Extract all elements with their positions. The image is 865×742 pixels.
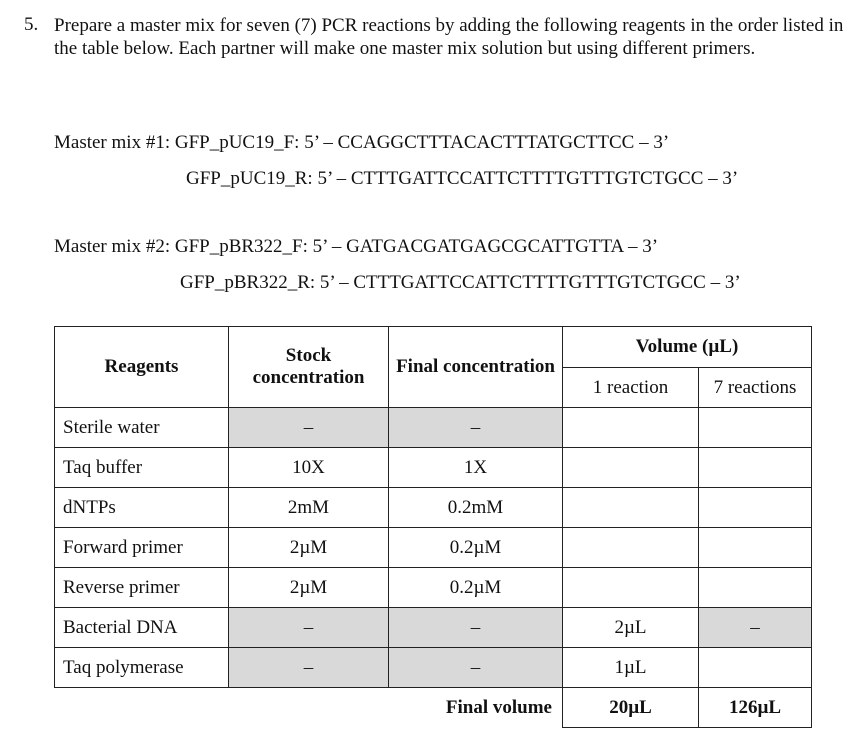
- volume-7-cell[interactable]: [699, 448, 812, 488]
- volume-1-cell[interactable]: [563, 448, 699, 488]
- final-volume-label: Final volume: [445, 696, 552, 718]
- volume-1-cell[interactable]: [563, 408, 699, 448]
- final-volume-7: 126µL: [699, 688, 812, 728]
- header-reagents: Reagents: [55, 327, 229, 408]
- reagent-name: Taq polymerase: [55, 648, 229, 688]
- stock-cell: 2µM: [229, 528, 389, 568]
- volume-7-cell[interactable]: [699, 408, 812, 448]
- header-final-concentration: Final concentration: [389, 327, 563, 408]
- question-number: 5.: [24, 14, 39, 35]
- volume-1-cell: 1µL: [563, 648, 699, 688]
- reagent-name: dNTPs: [55, 488, 229, 528]
- volume-1-cell[interactable]: [563, 568, 699, 608]
- master-mix-2-forward-line: [54, 236, 658, 258]
- master-mix-1-forward-line: [54, 132, 669, 154]
- table-row: [55, 488, 812, 528]
- table-row: [55, 568, 812, 608]
- table-row: [55, 408, 812, 448]
- volume-7-cell[interactable]: [699, 528, 812, 568]
- question-text: Prepare a master mix for seven (7) PCR reactions by adding the following reagents in the order listed in the table below. Each partner will make one master mix solution but using different primers.: [54, 15, 844, 59]
- final-cell: 0.2µM: [389, 568, 563, 608]
- footer-spacer: [229, 688, 389, 728]
- final-cell: –: [389, 408, 563, 448]
- master-mix-1-label: Master mix #1:: [54, 132, 171, 153]
- final-volume-1: 20µL: [563, 688, 699, 728]
- header-1-reaction: 1 reaction: [563, 368, 699, 408]
- table-row: [55, 648, 812, 688]
- volume-1-cell[interactable]: [563, 488, 699, 528]
- final-cell: –: [389, 648, 563, 688]
- final-cell: –: [389, 608, 563, 648]
- master-mix-2-forward-primer: GFP_pBR322_F: 5’ – GATGACGATGAGCGCATTGTTA – 3’: [174, 236, 659, 257]
- stock-cell: 2µM: [229, 568, 389, 608]
- header-7-reactions: 7 reactions: [699, 368, 812, 408]
- master-mix-2-label: Master mix #2:: [54, 236, 171, 257]
- table-row: [55, 528, 812, 568]
- reagent-name: Taq buffer: [55, 448, 229, 488]
- reagent-name: Forward primer: [55, 528, 229, 568]
- reagent-name: Bacterial DNA: [55, 608, 229, 648]
- master-mix-2-reverse-primer: GFP_pBR322_R: 5’ – CTTTGATTCCATTCTTTTGTTTGTCTGCC – 3’: [180, 272, 741, 293]
- header-stock-concentration: Stock concentration: [229, 327, 389, 408]
- stock-cell: –: [229, 608, 389, 648]
- table-footer-row: [55, 688, 812, 728]
- volume-1-cell[interactable]: [563, 528, 699, 568]
- master-mix-1-reverse-primer: GFP_pUC19_R: 5’ – CTTTGATTCCATTCTTTTGTTTGTCTGCC – 3’: [186, 168, 739, 189]
- volume-7-cell[interactable]: [699, 568, 812, 608]
- volume-7-cell[interactable]: [699, 488, 812, 528]
- table-row: [55, 608, 812, 648]
- stock-cell: –: [229, 648, 389, 688]
- master-mix-1-forward-primer: GFP_pUC19_F: 5’ – CCAGGCTTTACACTTTATGCTTCC – 3’: [174, 132, 670, 153]
- volume-7-cell[interactable]: [699, 648, 812, 688]
- final-cell: 0.2mM: [389, 488, 563, 528]
- stock-cell: 10X: [229, 448, 389, 488]
- stock-cell: 2mM: [229, 488, 389, 528]
- volume-1-cell: 2µL: [563, 608, 699, 648]
- reagent-name: Sterile water: [55, 408, 229, 448]
- final-cell: 0.2µM: [389, 528, 563, 568]
- reagent-name: Reverse primer: [55, 568, 229, 608]
- final-cell: 1X: [389, 448, 563, 488]
- table-row: [55, 448, 812, 488]
- stock-cell: –: [229, 408, 389, 448]
- reagent-table: [54, 326, 812, 728]
- footer-spacer: [55, 688, 229, 728]
- volume-7-cell: –: [699, 608, 812, 648]
- header-volume: Volume (µL): [563, 327, 812, 368]
